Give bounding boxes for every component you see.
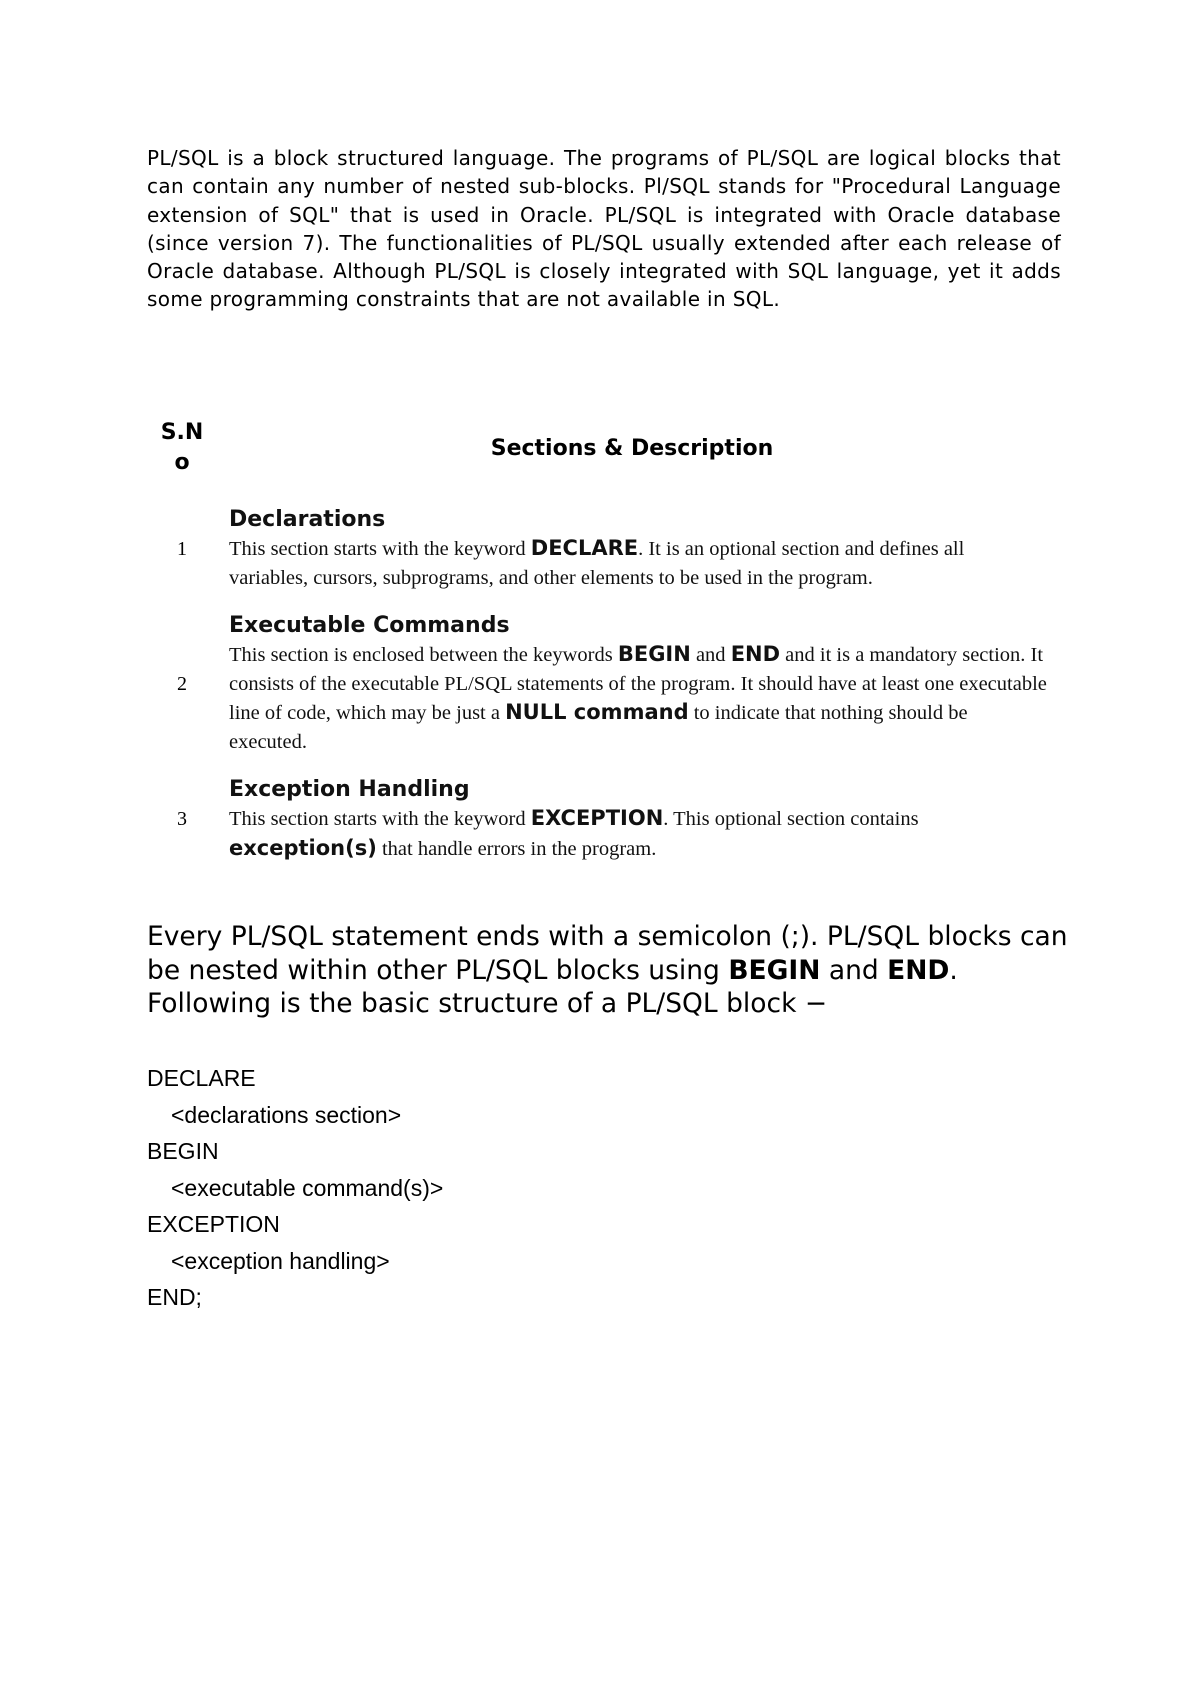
keyword: NULL command xyxy=(505,700,689,724)
code-line: EXCEPTION xyxy=(147,1211,280,1237)
table-row xyxy=(147,756,1047,863)
description-text: and it is a mandatory section. It consists of the executable PL/SQL statements of the program. It should have at least one executable line of code, which may be just a xyxy=(229,644,1047,724)
description-text: to indicate that nothing should be executed. xyxy=(229,702,968,753)
description-header: Sections & Description xyxy=(490,435,774,461)
sno-header-line1: S.N xyxy=(160,420,204,445)
code-line: <declarations section> xyxy=(171,1101,402,1128)
keyword: exception(s) xyxy=(229,835,377,860)
description-text: and xyxy=(690,644,731,666)
keyword: BEGIN xyxy=(617,642,691,666)
sno-header xyxy=(147,410,217,486)
table-row xyxy=(147,486,1047,592)
table-header-row xyxy=(147,410,1047,486)
keyword: BEGIN xyxy=(728,954,821,986)
structure-statement xyxy=(147,920,1077,1021)
description-text: . This optional section contains xyxy=(663,808,919,830)
sno-header-line2: o xyxy=(174,450,190,475)
code-line: DECLARE xyxy=(147,1065,256,1091)
description-text: that handle errors in the program. xyxy=(376,837,657,860)
keyword: END xyxy=(730,642,781,666)
keyword: DECLARE xyxy=(530,536,639,560)
row-number: 1 xyxy=(177,537,187,560)
statement-text: Every PL/SQL statement ends with a semicolon (;). PL/SQL blocks can be nested within other PL/SQL blocks using xyxy=(147,921,1068,986)
statement-text: . Following is the basic structure of a PL/SQL block − xyxy=(147,954,958,1019)
keyword: EXCEPTION xyxy=(530,806,664,830)
statement-text: and xyxy=(820,954,888,986)
sections-table xyxy=(147,410,1047,863)
table-row xyxy=(147,592,1047,756)
row-description xyxy=(217,756,1047,863)
description-text: This section is enclosed between the keywords xyxy=(229,644,618,666)
section-title: Executable Commands xyxy=(229,613,510,638)
section-title: Exception Handling xyxy=(229,777,470,802)
description-text: . It is an optional section and defines all variables, cursors, subprograms, and other elements to be used in the program. xyxy=(229,538,965,589)
code-line: <executable command(s)> xyxy=(171,1174,444,1201)
keyword: END xyxy=(887,954,950,986)
row-description xyxy=(217,486,1047,592)
row-description xyxy=(217,592,1047,756)
code-line: <exception handling> xyxy=(171,1247,390,1274)
section-title: Declarations xyxy=(229,507,386,532)
description-text: This section starts with the keyword xyxy=(229,808,531,830)
row-number: 3 xyxy=(177,808,187,830)
intro-paragraph: PL/SQL is a block structured language. The programs of PL/SQL are logical blocks that can contain any number of nested sub-blocks. Pl/SQL stands for "Procedural Language extension of SQL" that is used in Oracle. PL/SQL is integrated with Oracle database (since version 7). The functionalities of PL/SQL usually extended after each release of Oracle database. Although PL/SQL is closely integrated with SQL language, yet it adds some programming constraints that are not available in SQL. xyxy=(147,146,1061,312)
code-line: BEGIN xyxy=(147,1138,219,1164)
row-number: 2 xyxy=(177,672,187,695)
description-text: This section starts with the keyword xyxy=(229,538,531,560)
code-block xyxy=(147,1060,443,1316)
code-line: END; xyxy=(147,1284,202,1310)
